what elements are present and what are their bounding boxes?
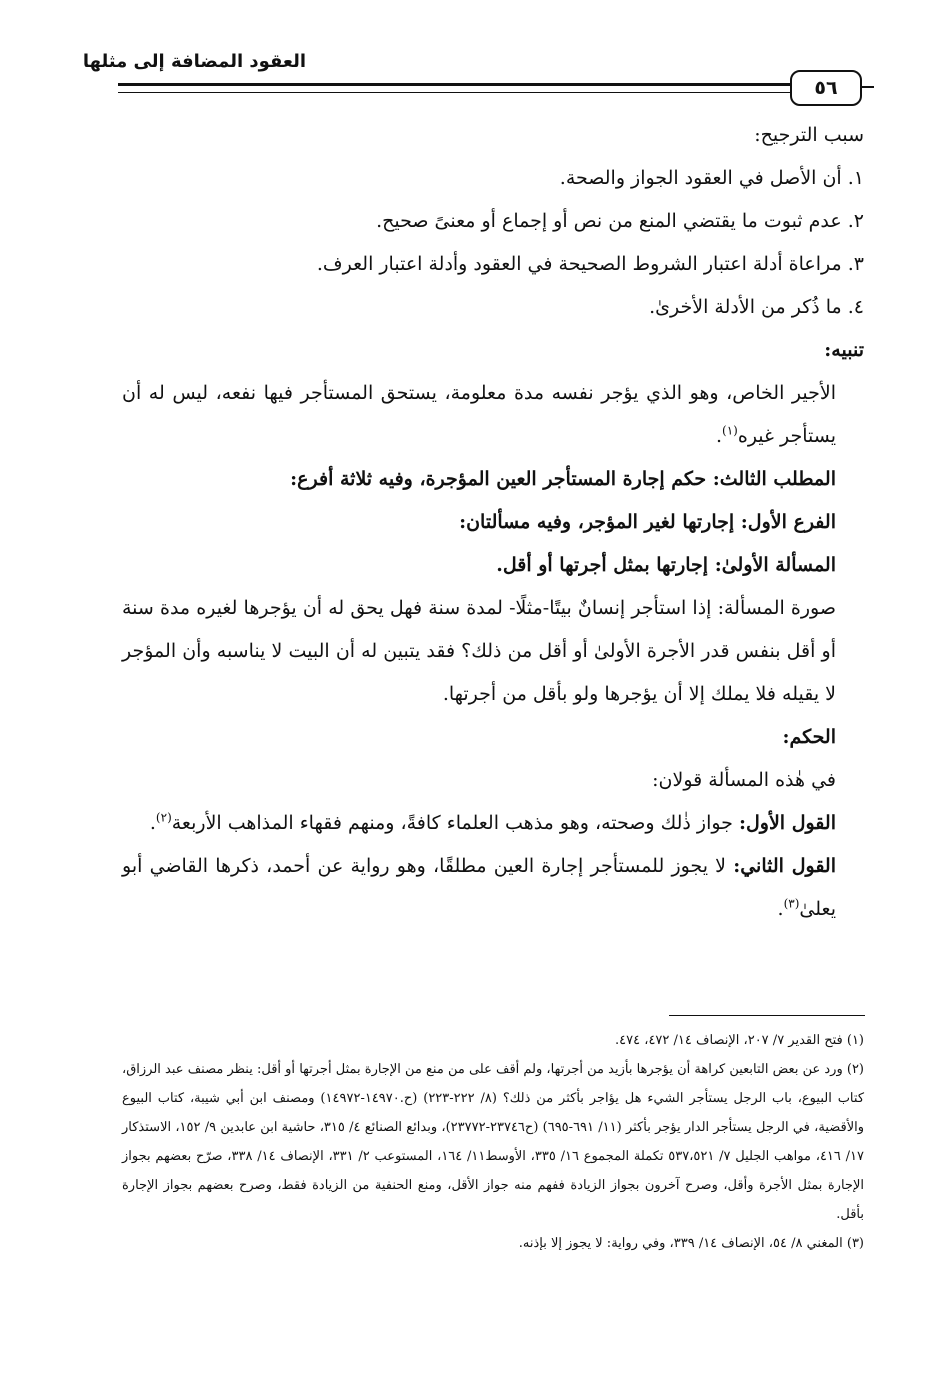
running-title: العقود المضافة إلى مثلها — [82, 51, 306, 72]
issue-heading: المسألة الأولىٰ: إجارتها بمثل أجرتها أو أقل. — [496, 554, 836, 576]
reason-item-3: ٣. مراعاة أدلة اعتبار الشروط الصحيحة في العقود وأدلة اعتبار العرف. — [316, 253, 864, 275]
footnote-ref-3: (٣) — [783, 896, 800, 911]
page-number: ٥٦ — [790, 70, 862, 106]
reason-heading: سبب الترجيح: — [754, 124, 864, 146]
footnote-ref-2: (٢) — [155, 810, 172, 825]
view-2-end: . — [777, 898, 784, 920]
branch-heading: الفرع الأول: إجارتها لغير المؤجر، وفيه مسألتان: — [459, 511, 836, 533]
view-1-text: جواز ذٰلك وصحته، وهو مذهب العلماء كافةً، ومنهم فقهاء المذاهب الأربعة — [171, 812, 739, 834]
footnote-separator — [669, 1015, 865, 1016]
main-text — [122, 114, 864, 931]
note-paragraph — [122, 372, 864, 458]
view-1-label: القول الأول: — [738, 812, 836, 834]
footnote-2: (٢) ورد عن بعض التابعين كراهة أن يؤجرها بأزيد من أجرتها، ولم أقف على من منع من الإجارة بمثل أجرتها أو أقل: ينظر مصنف عبد الرزاق، كتاب البيوع، باب الرجل يستأجر الشيء هل يؤاجر بأكثر من ذلك؟ (٨/ ٢٢٢-٢٢٣) (ح.١٤٩٧٠-١٤٩٧٢) ومصنف ابن أبي شيبة، كتاب البيوع والأقضية، في الرجل يستأجر الدار يؤجر بأكثر (١١/ ٦٩١-٦٩٥) (ح٢٣٧٤٦-٢٣٧٧٢)، وبدائع الصنائع ٤/ ٣١٥، حاشية ابن عابدين ٩/ ١٥٢، الاستذكار ١٧/ ٤١٦، مواهب الجليل ٧/ ٥٣٧،٥٢١ تكملة المجموع ١٦/ ٣٣٥، الأوسط١١/ ١٦٤، المستوعب ٢/ ٣٣١، الإنصاف ١٤/ ٣٣٨، صرّح بعضهم بجواز الإجارة بمثل الأجرة وأقل، وصرح آخرون بجواز الزيادة ففهم منه جواز الأقل، ومنع الحنفية من الزيادة فقط، وصرح بعضهم بجواز الإجارة بأقل. — [122, 1062, 865, 1222]
header-rule-thin — [118, 92, 790, 93]
view-1-paragraph — [122, 802, 864, 845]
note-end: . — [715, 425, 723, 447]
note-heading: تنبيه: — [824, 339, 864, 361]
section-heading: المطلب الثالث: حكم إجارة المستأجر العين المؤجرة، وفيه ثلاثة أفرع: — [290, 468, 836, 490]
view-2-text: لا يجوز للمستأجر إجارة العين مطلقًا، وهو رواية عن أحمد، ذكرها القاضي أبو يعلىٰ — [122, 855, 836, 920]
view-2-paragraph — [122, 845, 864, 931]
reason-item-1: ١. أن الأصل في العقود الجواز والصحة. — [559, 167, 864, 189]
footnote-1: (١) فتح القدير ٧/ ٢٠٧، الإنصاف ١٤/ ٤٧٢، ٤٧٤. — [615, 1033, 864, 1048]
footnotes — [122, 1026, 864, 1258]
reason-item-4: ٤. ما ذُكر من الأدلة الأخرىٰ. — [649, 296, 864, 318]
reason-item-2: ٢. عدم ثبوت ما يقتضي المنع من نص أو إجماع أو معنىً صحيح. — [376, 210, 864, 232]
note-text: الأجير الخاص، وهو الذي يؤجر نفسه مدة معلومة، يستحق المستأجر فيها نفعه، ليس له أن يستأجر غيره — [122, 382, 836, 447]
view-2-label: القول الثاني: — [733, 855, 836, 877]
header-rule-thick — [118, 83, 790, 86]
view-1-end: . — [149, 812, 156, 834]
two-views-line: في هٰذه المسألة قولان: — [652, 769, 836, 791]
footnote-3: (٣) المغني ٨/ ٥٤، الإنصاف ١٤/ ٣٣٩، وفي رواية: لا يجوز إلا بإذنه. — [518, 1236, 864, 1251]
page-number-tick — [860, 86, 874, 88]
footnote-ref-1: (١) — [722, 423, 738, 438]
ruling-heading: الحكم: — [782, 726, 836, 748]
issue-paragraph: صورة المسألة: إذا استأجر إنسانٌ بيتًا-مثلًا- لمدة سنة فهل يحق له أن يؤجرها لغيره مدة سنة أو أقل بنفس قدر الأجرة الأولىٰ أو أقل من ذلك؟ فقد يتبين له أن البيت لا يناسبه وأن المؤجر لا يقيله فلا يملك إلا أن يؤجرها ولو بأقل من أجرتها. — [122, 597, 836, 705]
